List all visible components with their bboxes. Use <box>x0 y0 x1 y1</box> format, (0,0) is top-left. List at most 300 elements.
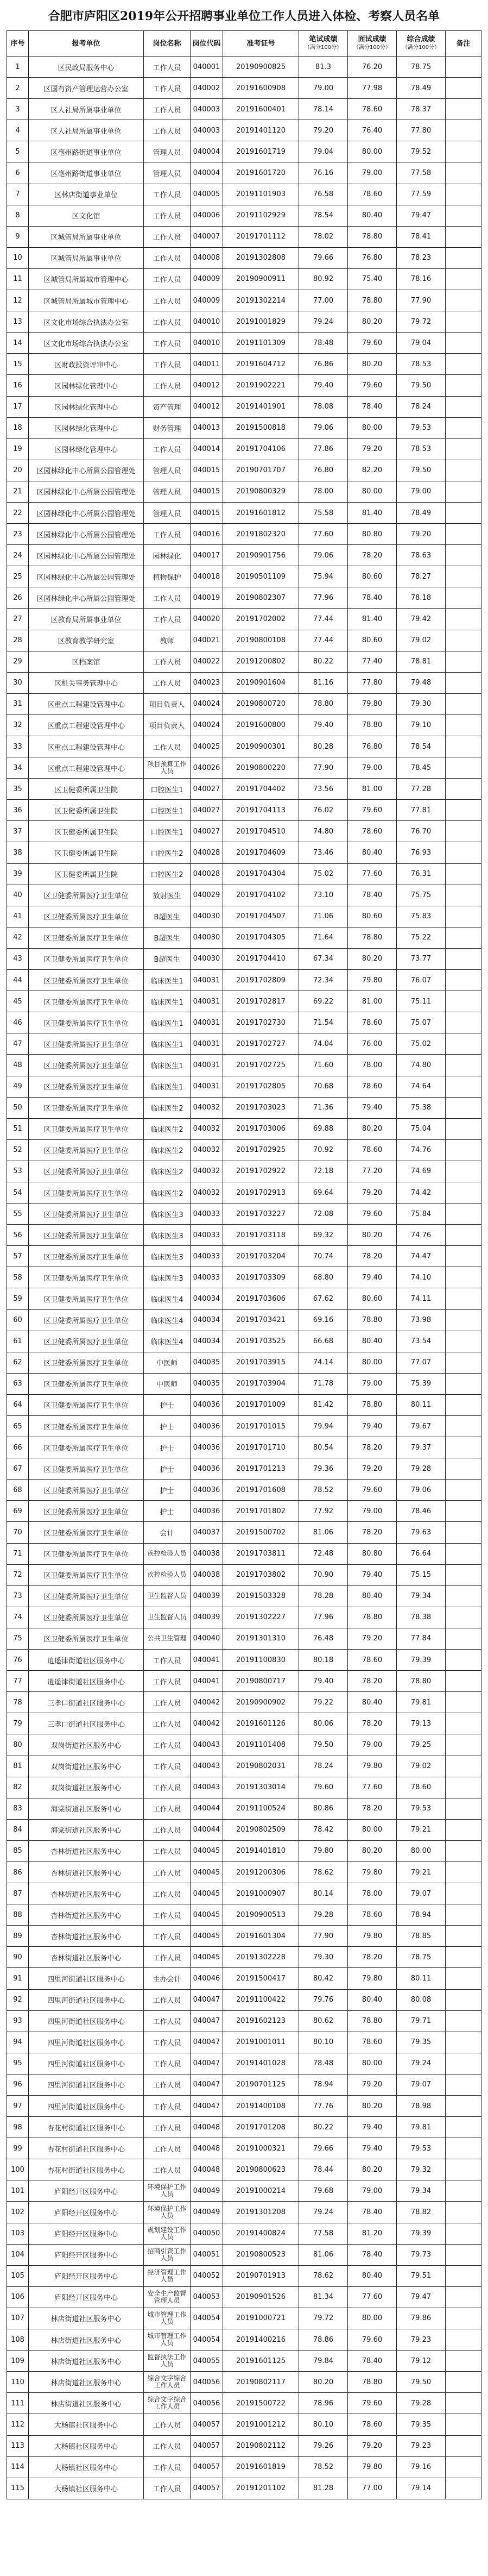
cell-total: 79.48 <box>397 672 446 693</box>
cell-exam-no: 20191000907 <box>223 1883 299 1904</box>
cell-total: 79.42 <box>397 609 446 630</box>
cell-unit: 区卫健委所属卫生院 <box>29 779 144 800</box>
cell-seq: 65 <box>7 1416 29 1437</box>
cell-written: 77.44 <box>299 609 348 630</box>
cell-seq: 67 <box>7 1458 29 1480</box>
cell-seq: 90 <box>7 1947 29 1968</box>
header-written <box>299 31 348 57</box>
cell-seq: 98 <box>7 2117 29 2138</box>
cell-written: 80.54 <box>299 1437 348 1458</box>
cell-note <box>446 57 481 78</box>
cell-written: 79.80 <box>299 1840 348 1862</box>
table-row <box>7 1671 481 1692</box>
cell-unit: 三孝口街道社区服务中心 <box>29 1692 144 1713</box>
cell-total: 79.02 <box>397 1756 446 1777</box>
cell-exam-no: 20191200802 <box>223 651 299 672</box>
cell-exam-no: 20191500722 <box>223 2393 299 2414</box>
table-row <box>7 1225 481 1246</box>
cell-interview: 80.80 <box>348 524 397 545</box>
cell-post-code: 040033 <box>191 1267 223 1288</box>
cell-post: 工作人员 <box>144 57 191 78</box>
cell-post-code: 040027 <box>191 821 223 842</box>
table-row <box>7 1373 481 1394</box>
cell-seq: 18 <box>7 417 29 438</box>
table-row <box>7 2223 481 2244</box>
cell-written: 81.34 <box>299 2286 348 2308</box>
cell-unit: 区卫健委所属卫生院 <box>29 821 144 842</box>
cell-seq: 24 <box>7 545 29 566</box>
cell-exam-no: 20191601304 <box>223 1926 299 1947</box>
cell-seq: 102 <box>7 2202 29 2223</box>
cell-post: 综合文字综合工作人员 <box>144 2393 191 2414</box>
cell-note <box>446 1989 481 2010</box>
cell-total: 79.04 <box>397 333 446 354</box>
header-post-code: 岗位代码 <box>191 31 223 57</box>
cell-written: 74.80 <box>299 821 348 842</box>
cell-post-code: 040036 <box>191 1480 223 1501</box>
cell-interview: 78.20 <box>348 1947 397 1968</box>
cell-interview: 79.60 <box>348 333 397 354</box>
cell-note <box>446 460 481 481</box>
cell-post-code: 040004 <box>191 162 223 184</box>
cell-interview: 80.40 <box>348 842 397 863</box>
cell-post-code: 040045 <box>191 1926 223 1947</box>
header-exam-no: 准考证号 <box>223 31 299 57</box>
table-row <box>7 1480 481 1501</box>
cell-total: 79.28 <box>397 2393 446 2414</box>
cell-post: 工作人员 <box>144 78 191 99</box>
cell-interview: 80.40 <box>348 2265 397 2286</box>
cell-post-code: 040021 <box>191 630 223 651</box>
cell-unit: 杏林街道社区服务中心 <box>29 1862 144 1883</box>
cell-seq: 89 <box>7 1926 29 1947</box>
cell-post-code: 040005 <box>191 184 223 205</box>
cell-written: 79.68 <box>299 2180 348 2202</box>
cell-total: 78.53 <box>397 438 446 460</box>
cell-interview: 79.00 <box>348 1501 397 1522</box>
cell-seq: 100 <box>7 2159 29 2180</box>
cell-unit: 区园林绿化管理中心 <box>29 438 144 460</box>
cell-post: 中医师 <box>144 1373 191 1394</box>
table-row <box>7 2180 481 2202</box>
table-row <box>7 1862 481 1883</box>
cell-unit: 林店街道社区服务中心 <box>29 2393 144 2414</box>
cell-note <box>446 1373 481 1394</box>
cell-post-code: 040055 <box>191 2351 223 2372</box>
cell-unit: 区卫健委所属医疗卫生单位 <box>29 1373 144 1394</box>
table-row <box>7 1416 481 1437</box>
cell-seq: 42 <box>7 927 29 948</box>
cell-unit: 庐阳经开区服务中心 <box>29 2223 144 2244</box>
cell-written: 77.76 <box>299 2096 348 2117</box>
cell-written: 76.48 <box>299 1628 348 1649</box>
cell-post-code: 040010 <box>191 333 223 354</box>
cell-interview: 81.20 <box>348 2223 397 2244</box>
cell-seq: 87 <box>7 1883 29 1904</box>
cell-note <box>446 2244 481 2265</box>
cell-unit: 区卫健委所属医疗卫生单位 <box>29 1585 144 1607</box>
cell-seq: 4 <box>7 120 29 141</box>
cell-exam-no: 20191701208 <box>223 2117 299 2138</box>
cell-note <box>446 2351 481 2372</box>
table-row <box>7 1819 481 1840</box>
cell-total: 73.98 <box>397 1309 446 1331</box>
cell-total: 79.10 <box>397 714 446 736</box>
table-row <box>7 481 481 502</box>
cell-exam-no: 20191702727 <box>223 1033 299 1055</box>
cell-post-code: 040047 <box>191 2096 223 2117</box>
cell-note <box>446 2329 481 2351</box>
cell-total: 78.46 <box>397 1501 446 1522</box>
table-row <box>7 842 481 863</box>
cell-unit: 区卫健委所属医疗卫生单位 <box>29 991 144 1012</box>
cell-seq: 59 <box>7 1288 29 1309</box>
cell-total: 77.90 <box>397 290 446 311</box>
cell-exam-no: 20190701707 <box>223 460 299 481</box>
cell-written: 72.34 <box>299 970 348 991</box>
table-row <box>7 1097 481 1118</box>
cell-exam-no: 20191100830 <box>223 1650 299 1671</box>
cell-total: 79.86 <box>397 2308 446 2329</box>
cell-total: 79.47 <box>397 2286 446 2308</box>
cell-post: 口腔医生2 <box>144 863 191 885</box>
cell-total: 76.93 <box>397 842 446 863</box>
cell-seq: 23 <box>7 524 29 545</box>
cell-interview: 77.00 <box>348 2478 397 2499</box>
cell-written: 78.52 <box>299 1480 348 1501</box>
cell-interview: 78.60 <box>348 1076 397 1097</box>
cell-total: 73.54 <box>397 1331 446 1352</box>
cell-post-code: 040036 <box>191 1458 223 1480</box>
cell-post-code: 040015 <box>191 460 223 481</box>
cell-unit: 区卫健委所属医疗卫生单位 <box>29 1139 144 1161</box>
cell-interview: 80.80 <box>348 1543 397 1564</box>
cell-interview: 80.60 <box>348 630 397 651</box>
cell-post-code: 040029 <box>191 885 223 906</box>
cell-unit: 区卫健委所属医疗卫生单位 <box>29 970 144 991</box>
cell-seq: 106 <box>7 2286 29 2308</box>
cell-seq: 62 <box>7 1352 29 1373</box>
cell-unit: 区文化市场综合执法办公室 <box>29 311 144 333</box>
cell-exam-no: 20191703118 <box>223 1225 299 1246</box>
cell-written: 80.86 <box>299 1798 348 1819</box>
cell-interview: 79.40 <box>348 1097 397 1118</box>
table-row <box>7 970 481 991</box>
table-row <box>7 1352 481 1373</box>
cell-post: 临床医生2 <box>144 1139 191 1161</box>
cell-note <box>446 842 481 863</box>
cell-written: 71.36 <box>299 1097 348 1118</box>
cell-exam-no: 20190800717 <box>223 1671 299 1692</box>
table-row <box>7 1139 481 1161</box>
cell-post-code: 040048 <box>191 2159 223 2180</box>
table-row <box>7 162 481 184</box>
cell-post: 工作人员 <box>144 2456 191 2478</box>
cell-seq: 93 <box>7 2010 29 2032</box>
cell-note <box>446 268 481 290</box>
cell-written: 79.40 <box>299 375 348 396</box>
table-row <box>7 885 481 906</box>
cell-written: 79.72 <box>299 2308 348 2329</box>
cell-written: 78.42 <box>299 1819 348 1840</box>
cell-seq: 112 <box>7 2414 29 2435</box>
cell-note <box>446 1628 481 1649</box>
cell-post-code: 040024 <box>191 693 223 714</box>
table-row <box>7 1756 481 1777</box>
cell-interview: 82.20 <box>348 460 397 481</box>
cell-interview: 79.60 <box>348 2329 397 2351</box>
cell-unit: 区城管局所属城市管理中心 <box>29 290 144 311</box>
cell-exam-no: 20191000214 <box>223 2180 299 2202</box>
cell-note <box>446 2308 481 2329</box>
cell-interview: 78.00 <box>348 1883 397 1904</box>
cell-exam-no: 20190901756 <box>223 545 299 566</box>
cell-unit: 区卫健委所属医疗卫生单位 <box>29 1161 144 1182</box>
cell-total: 75.02 <box>397 1033 446 1055</box>
cell-written: 80.22 <box>299 651 348 672</box>
cell-seq: 69 <box>7 1501 29 1522</box>
cell-written: 79.60 <box>299 1777 348 1798</box>
cell-exam-no: 20191401810 <box>223 1840 299 1862</box>
cell-post-code: 040036 <box>191 1416 223 1437</box>
cell-total: 79.81 <box>397 2117 446 2138</box>
cell-written: 77.96 <box>299 587 348 609</box>
cell-seq: 17 <box>7 396 29 417</box>
table-row <box>7 1309 481 1331</box>
cell-exam-no: 20190800329 <box>223 481 299 502</box>
cell-note <box>446 2414 481 2435</box>
cell-unit: 区卫健委所属卫生院 <box>29 800 144 821</box>
cell-exam-no: 20191503328 <box>223 1585 299 1607</box>
table-row <box>7 141 481 162</box>
cell-unit: 大杨镇社区服务中心 <box>29 2414 144 2435</box>
cell-total: 78.41 <box>397 226 446 247</box>
cell-seq: 54 <box>7 1182 29 1203</box>
cell-exam-no: 20191302228 <box>223 1947 299 1968</box>
cell-total: 79.23 <box>397 2435 446 2456</box>
cell-post: 卫生监督人员 <box>144 1607 191 1628</box>
cell-interview: 78.80 <box>348 2010 397 2032</box>
header-total-label: 综合成绩 <box>407 35 435 43</box>
cell-post-code: 040038 <box>191 1543 223 1564</box>
cell-interview: 77.20 <box>348 1161 397 1182</box>
cell-total: 78.54 <box>397 736 446 757</box>
cell-interview: 80.40 <box>348 1692 397 1713</box>
table-row <box>7 1585 481 1607</box>
cell-seq: 8 <box>7 205 29 226</box>
table-row <box>7 2032 481 2053</box>
cell-note <box>446 1246 481 1267</box>
cell-exam-no: 20191400216 <box>223 2329 299 2351</box>
cell-post: 管理人员 <box>144 481 191 502</box>
cell-written: 76.80 <box>299 460 348 481</box>
cell-written: 79.24 <box>299 311 348 333</box>
cell-post-code: 040057 <box>191 2435 223 2456</box>
cell-seq: 36 <box>7 800 29 821</box>
cell-post-code: 040012 <box>191 396 223 417</box>
cell-interview: 79.80 <box>348 693 397 714</box>
cell-note <box>446 1012 481 1033</box>
cell-exam-no: 20191401028 <box>223 2053 299 2074</box>
cell-total: 79.06 <box>397 1480 446 1501</box>
cell-post: 工作人员 <box>144 99 191 120</box>
cell-post: 管理人员 <box>144 502 191 523</box>
cell-post: 工作人员 <box>144 1840 191 1862</box>
cell-post-code: 040036 <box>191 1437 223 1458</box>
table-row <box>7 1267 481 1288</box>
cell-note <box>446 1926 481 1947</box>
cell-seq: 74 <box>7 1607 29 1628</box>
cell-written: 77.58 <box>299 2223 348 2244</box>
cell-written: 79.00 <box>299 78 348 99</box>
cell-unit: 四里河街道社区服务中心 <box>29 2053 144 2074</box>
table-row <box>7 354 481 375</box>
table-row <box>7 396 481 417</box>
cell-total: 79.50 <box>397 375 446 396</box>
cell-post: 护士 <box>144 1501 191 1522</box>
cell-unit: 区卫健委所属医疗卫生单位 <box>29 1501 144 1522</box>
cell-unit: 区城管局所属事业单位 <box>29 247 144 268</box>
cell-written: 71.60 <box>299 1055 348 1076</box>
cell-interview: 80.00 <box>348 2308 397 2329</box>
table-row <box>7 2117 481 2138</box>
table-row <box>7 779 481 800</box>
cell-interview: 78.60 <box>348 184 397 205</box>
cell-seq: 75 <box>7 1628 29 1649</box>
cell-seq: 45 <box>7 991 29 1012</box>
cell-exam-no: 20191401120 <box>223 120 299 141</box>
cell-exam-no: 20191500702 <box>223 1522 299 1543</box>
cell-total: 77.58 <box>397 162 446 184</box>
cell-note <box>446 906 481 927</box>
cell-seq: 77 <box>7 1671 29 1692</box>
cell-written: 77.44 <box>299 630 348 651</box>
table-row <box>7 2053 481 2074</box>
cell-written: 79.84 <box>299 2351 348 2372</box>
cell-seq: 79 <box>7 1713 29 1734</box>
cell-unit: 区重点工程建设管理中心 <box>29 693 144 714</box>
cell-seq: 97 <box>7 2096 29 2117</box>
cell-post: 临床医生2 <box>144 1161 191 1182</box>
cell-note <box>446 991 481 1012</box>
cell-interview: 78.40 <box>348 2351 397 2372</box>
cell-unit: 林店街道社区服务中心 <box>29 2329 144 2351</box>
cell-note <box>446 566 481 587</box>
cell-interview: 78.80 <box>348 1394 397 1415</box>
cell-unit: 区卫健委所属医疗卫生单位 <box>29 1246 144 1267</box>
cell-total: 75.83 <box>397 906 446 927</box>
cell-seq: 31 <box>7 693 29 714</box>
table-row <box>7 863 481 885</box>
header-unit: 报考单位 <box>29 31 144 57</box>
cell-note <box>446 1904 481 1926</box>
cell-unit: 四里河街道社区服务中心 <box>29 1989 144 2010</box>
cell-written: 78.54 <box>299 205 348 226</box>
cell-seq: 105 <box>7 2265 29 2286</box>
table-row <box>7 1650 481 1671</box>
cell-unit: 区卫健委所属医疗卫生单位 <box>29 885 144 906</box>
cell-exam-no: 20191101903 <box>223 184 299 205</box>
cell-post: 工作人员 <box>144 2032 191 2053</box>
cell-seq: 47 <box>7 1033 29 1055</box>
cell-unit: 双岗街道社区服务中心 <box>29 1777 144 1798</box>
cell-total: 79.21 <box>397 1819 446 1840</box>
cell-seq: 29 <box>7 651 29 672</box>
cell-total: 75.11 <box>397 991 446 1012</box>
cell-seq: 111 <box>7 2393 29 2414</box>
cell-seq: 1 <box>7 57 29 78</box>
cell-note <box>446 1458 481 1480</box>
cell-post: 工作人员 <box>144 247 191 268</box>
cell-note <box>446 1055 481 1076</box>
cell-exam-no: 20191701608 <box>223 1480 299 1501</box>
cell-seq: 50 <box>7 1097 29 1118</box>
cell-unit: 四里河街道社区服务中心 <box>29 1968 144 1989</box>
cell-written: 77.90 <box>299 757 348 779</box>
cell-interview: 79.20 <box>348 438 397 460</box>
cell-post-code: 040047 <box>191 1989 223 2010</box>
cell-total: 76.31 <box>397 863 446 885</box>
cell-exam-no: 20191704102 <box>223 885 299 906</box>
table-row <box>7 2414 481 2435</box>
cell-post: 临床医生1 <box>144 1033 191 1055</box>
cell-seq: 107 <box>7 2308 29 2329</box>
cell-written: 70.68 <box>299 1076 348 1097</box>
cell-post: 工作人员 <box>144 2435 191 2456</box>
cell-unit: 区重点工程建设管理中心 <box>29 736 144 757</box>
cell-post-code: 040031 <box>191 991 223 1012</box>
cell-post: 工作人员 <box>144 736 191 757</box>
cell-interview: 80.20 <box>348 948 397 969</box>
cell-post: 教师 <box>144 630 191 651</box>
cell-seq: 10 <box>7 247 29 268</box>
cell-seq: 27 <box>7 609 29 630</box>
cell-written: 72.08 <box>299 1204 348 1225</box>
cell-seq: 49 <box>7 1076 29 1097</box>
cell-unit: 区园林绿化中心所属公园管理处 <box>29 587 144 609</box>
cell-total: 76.70 <box>397 821 446 842</box>
table-row <box>7 1692 481 1713</box>
cell-note <box>446 1076 481 1097</box>
cell-exam-no: 20191001212 <box>223 2414 299 2435</box>
cell-seq: 72 <box>7 1564 29 1585</box>
header-total-unit: （满分100分） <box>402 45 440 51</box>
cell-unit: 大杨镇社区服务中心 <box>29 2478 144 2499</box>
cell-total: 79.39 <box>397 1650 446 1671</box>
cell-note <box>446 672 481 693</box>
cell-note <box>446 2202 481 2223</box>
cell-note <box>446 120 481 141</box>
cell-exam-no: 20191704305 <box>223 927 299 948</box>
cell-post-code: 040009 <box>191 268 223 290</box>
cell-unit: 区卫健委所属医疗卫生单位 <box>29 1033 144 1055</box>
table-row <box>7 1161 481 1182</box>
cell-total: 79.50 <box>397 460 446 481</box>
cell-post: 工作人员 <box>144 226 191 247</box>
cell-unit: 区卫健委所属医疗卫生单位 <box>29 1012 144 1033</box>
cell-interview: 79.60 <box>348 1204 397 1225</box>
cell-total: 77.80 <box>397 120 446 141</box>
cell-note <box>446 1480 481 1501</box>
cell-seq: 30 <box>7 672 29 693</box>
cell-note <box>446 205 481 226</box>
cell-note <box>446 1118 481 1139</box>
cell-written: 81.28 <box>299 2478 348 2499</box>
cell-exam-no: 20191302227 <box>223 1607 299 1628</box>
cell-interview: 78.60 <box>348 1650 397 1671</box>
cell-post: 工作人员 <box>144 587 191 609</box>
cell-total: 79.72 <box>397 311 446 333</box>
